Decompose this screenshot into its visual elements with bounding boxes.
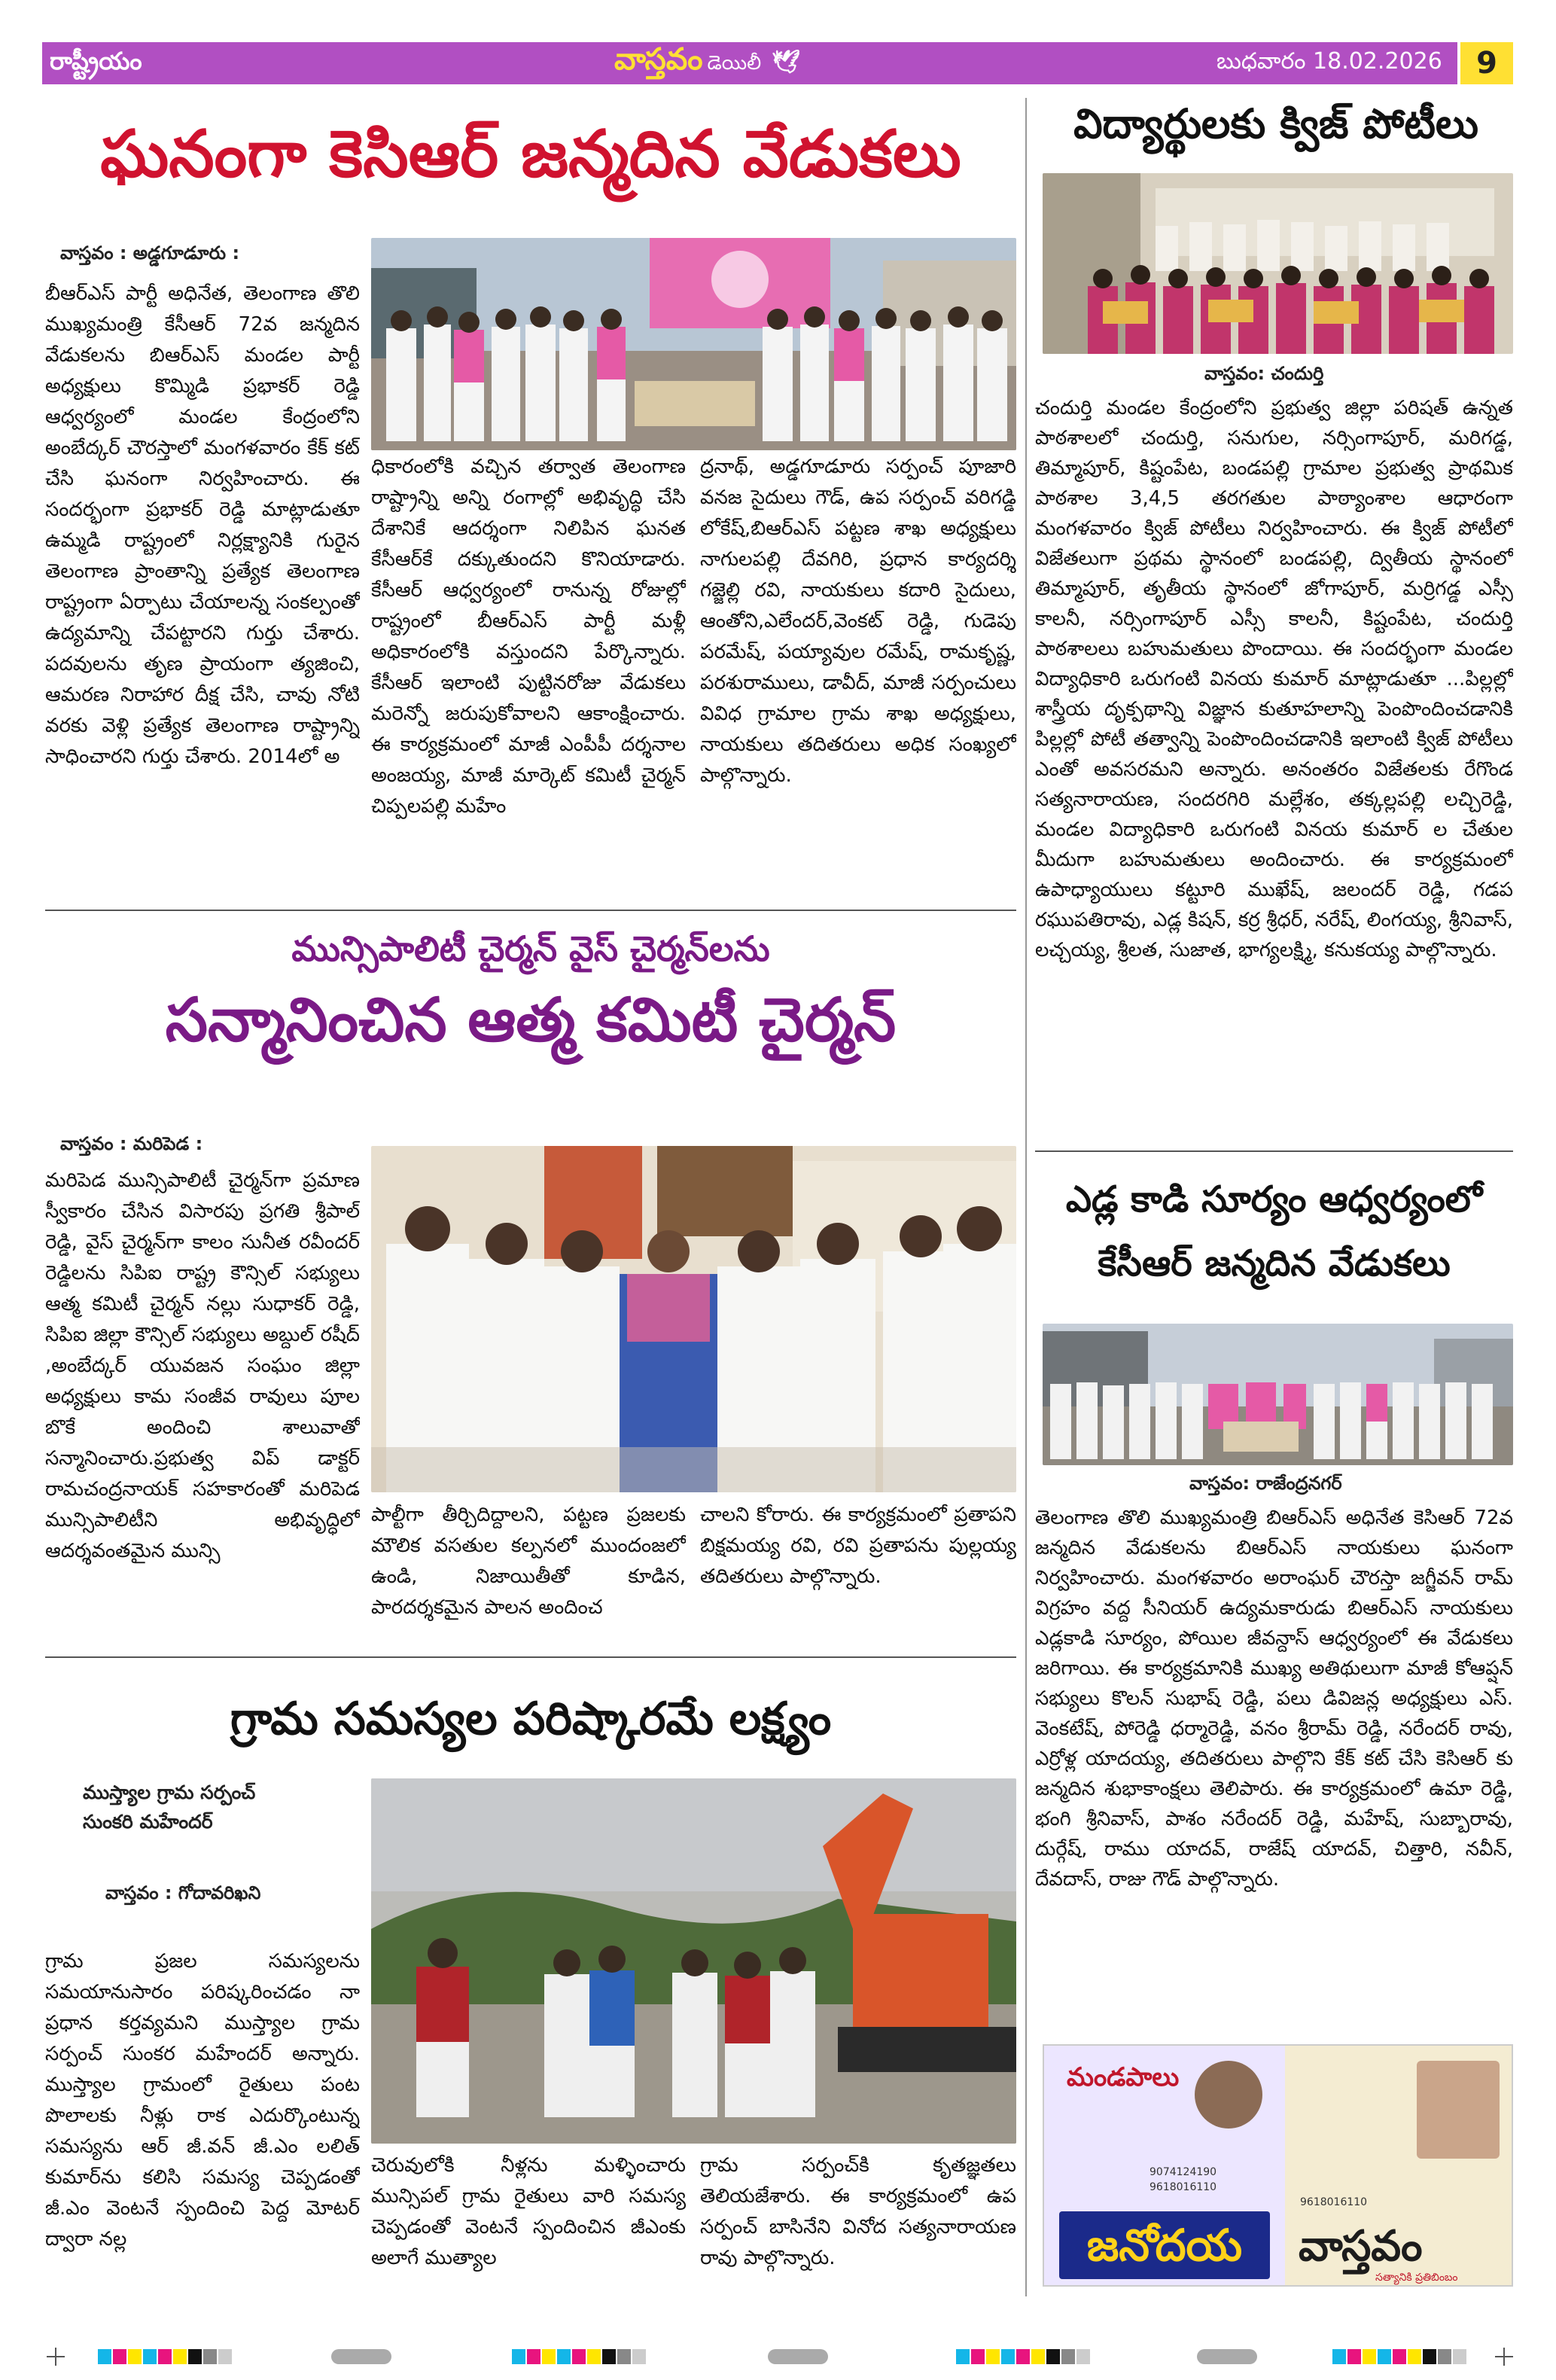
story2-body: చందుర్తి మండల కేంద్రంలోని ప్రభుత్వ జిల్లా పరిషత్ ఉన్నత పాఠశాలలో చందుర్తి, సనుగుల, నర్సింగాపూర్, మరిగడ్డ, తిమ్మాపూర్, కిష్టంపేట, బండపల్లి గ్రామాల ప్రభుత్వ ప్రాథమిక పాఠశాల 3,4,5 తరగతుల పాఠ్యాంశాల ఆధారంగా మంగళవారం క్విజ్ పోటీలు నిర్వహించారు. ఈ క్విజ్ పోటీలో విజేతలుగా ప్రథమ స్థానంలో బండపల్లి, ద్వితీయ స్థానంలో తిమ్మాపూర్, తృతీయ స్థానంలో జోగాపూర్, మర్రిగడ్డ ఎస్సీ కాలనీ, నర్సింగాపూర్ ఎస్సీ కాలనీ, కిష్టంపేట, చందుర్తి పాఠశాలలు బహుమతులు పొందాయి. ఈ సందర్భంగా మండల విద్యాధికారి ఒరుగంటి వినయ కుమార్ మాట్లాడుతూ ...పిల్లల్లో శాస్త్రీయ దృక్పథాన్ని విజ్ఞాన కుతూహలాన్ని పెంపొందించడానికి పిల్లల్లో పోటీ తత్వాన్ని పెంపొందించడానికి ఇలాంటి క్విజ్ పోటీలు ఎంతో అవసరమని అన్నారు. అనంతరం విజేతలకు రేగొండ సత్యనారాయణ, సందరగిరి మల్లేశం, తక్కల్లపల్లి లచ్చిరెడ్డి, మండల విద్యాధికారి ఒరుగంటి వినయ కుమార్ ల చేతుల మీదుగా బహుమతులు అందించారు. ఈ కార్యక్రమంలో ఉపాధ్యాయులు కట్టూరి ముఖేష్, జలందర్ రెడ్డి, గడప రఘుపతిరావు, ఎడ్ల కిషన్, కర్ర శ్రీధర్, నరేష్, లింగయ్య, శ్రీనివాస్, లచ్చయ్య, శ్రీలత, సుజాత, భాగ్యలక్ష్మి, కనుకయ్య పాల్గొన్నారు. — [1035, 397, 1513, 961]
header-bar — [42, 42, 1457, 84]
story3-col1: మరిపెడ మున్సిపాలిటీ చైర్మన్‌గా ప్రమాణ స్వీకారం చేసిన విసారపు ప్రగతి శ్రీపాల్ రెడ్డి, వైస్ చైర్మన్‌గా కాలం సునీత రవీందర్ రెడ్డిలను సిపిఐ రాష్ట్ర కౌన్సిల్ సభ్యులు ఆత్మ కమిటీ చైర్మన్ నల్లు సుధాకర్ రెడ్డి, సిపిఐ జిల్లా కౌన్సిల్ సభ్యులు అబ్దుల్ రషీద్ ,అంబేద్కర్ యువజన సంఘం జిల్లా అధ్యక్షులు కామ సంజీవ రావులు పూల బొకే అందించి శాలువాతో సన్మానించారు.ప్రభుత్వ విప్ డాక్టర్ రామచంద్రనాయక్ సహకారంతో మరిపెడ మున్సిపాలిటీని అభివృద్ధిలో ఆదర్శవంతమైన మున్సి — [45, 1169, 360, 1562]
page-number: 9 — [1460, 42, 1513, 84]
story2-photo — [1043, 173, 1513, 354]
story5-dateline: వాస్తవం : గోదావరిఖని — [105, 1882, 261, 1903]
ad-right-title: వాస్తవం — [1299, 2222, 1423, 2271]
registration-marks — [0, 2342, 1556, 2372]
ad-left-title: జనోదయ — [1086, 2220, 1243, 2271]
divider — [1035, 1150, 1513, 1152]
masthead-sub: డెయిలీ — [707, 52, 762, 75]
masthead — [614, 42, 800, 84]
story4-dateline: వాస్తవం: రాజేంద్రనగర్ — [1189, 1473, 1342, 1494]
story5-photo — [371, 1778, 1016, 2144]
section-label: రాష్ట్రీయం — [50, 47, 142, 75]
story3-photo — [371, 1146, 1016, 1492]
ad-phone-1: 9074124190 — [1149, 2166, 1217, 2178]
story1-headline: ఘనంగా కెసిఆర్ జన్మదిన వేడుకలు — [100, 117, 961, 192]
story5-headline: గ్రామ సమస్యల పరిష్కారమే లక్ష్యం — [230, 1693, 832, 1745]
story1-photo — [371, 238, 1016, 450]
story3-col3: చాలని కోరారు. ఈ కార్యక్రమంలో ప్రతాపని బిక్షమయ్య రవి, రవి ప్రతాపను పుల్లయ్య తదితరులు పాల్గొన్నారు. — [700, 1504, 1016, 1588]
story1-col2: ధికారంలోకి వచ్చిన తర్వాత తెలంగాణ రాష్ట్రాన్ని అన్ని రంగాల్లో అభివృద్ధి చేసి దేశానికే ఆదర్శంగా నిలిపిన ఘనత కేసీఆర్‌కే దక్కుతుందని కొనియాడారు. కేసీఆర్ ఆధ్వర్యంలో రానున్న రోజుల్లో రాష్ట్రంలో బీఆర్ఎస్ పార్టీ మళ్లీ అధికారంలోకి వస్తుందని పేర్కొన్నారు. కేసీఆర్ ఇలాంటి పుట్టినరోజు వేడుకలు మరెన్నో జరుపుకోవాలని ఆకాంక్షించారు. ఈ కార్యక్రమంలో మాజీ ఎంపీపీ దర్శనాల అంజయ్య, మాజీ మార్కెట్ కమిటీ చైర్మన్ చిప్పలపల్లి మహేం — [371, 456, 686, 818]
story2-headline: విద్యార్థులకు క్విజ్ పోటీలు — [1073, 100, 1478, 148]
story1-col3: ద్రనాథ్, అడ్డగూడూరు సర్పంచ్ పూజారి వనజ సైదులు గౌడ్, ఉప సర్పంచ్ వరిగడ్డి లోకేష్,బిఆర్ఎస్ పట్టణ శాఖ అధ్యక్షులు నాగులపల్లి దేవగిరి, ప్రధాన కార్యదర్శి గజ్జెల్లి రవి, నాయకులు కదారి సైదులు, ఆంతోని,ఎలేందర్,వెంకట్ రెడ్డి, గుడెపు పరమేష్, పయ్యావుల రమేష్, రామకృష్ణ, పరశురాములు, డావీద్, మాజీ సర్పంచులు వివిధ గ్రామాల గ్రామ శాఖ అధ్యక్షులు, నాయకులు తదితరులు అధిక సంఖ్యలో పాల్గొన్నారు. — [700, 456, 1016, 787]
ad-right-photo — [1417, 2061, 1500, 2159]
story1-dateline: వాస్తవం : అడ్డగూడూరు : — [60, 242, 240, 264]
story4-headline1: ఎడ్ల కాడి సూర్యం ఆధ్వర్యంలో — [1065, 1178, 1483, 1220]
divider — [45, 1656, 1016, 1658]
story1-col1: బీఆర్ఎస్ పార్టీ అధినేత, తెలంగాణ తొలి ముఖ్యమంత్రి కేసీఆర్ 72వ జన్మదిన వేడుకలను బిఆర్ఎస్ మండల పార్టీ అధ్యక్షులు కొమ్మిడి ప్రభాకర్ రెడ్డి ఆధ్వర్యంలో మండల కేంద్రంలోని అంబేద్కర్ చౌరస్తాలో మంగళవారం కేక్ కట్ చేసి ఘనంగా నిర్వహించారు. ఈ సందర్భంగా ప్రభాకర్ రెడ్డి మాట్లాడుతూ ఉమ్మడి రాష్ట్రంలో నిర్లక్ష్యానికి గురైన తెలంగాణ ప్రాంతాన్ని ప్రత్యేక తెలంగాణ రాష్ట్రంగా ఏర్పాటు చేయాలన్న సంకల్పంతో ఉద్యమాన్ని చేపట్టారని గుర్తు చేశారు. పదవులను తృణ ప్రాయంగా త్యజించి, ఆమరణ నిరాహార దీక్ష చేసి, చావు నోటి వరకు వెళ్లి ప్రత్యేక తెలంగాణ రాష్ట్రాన్ని సాధించారని గుర్తు చేశారు. 2014లో అ — [45, 282, 360, 768]
ad-left-logo — [1059, 2211, 1270, 2279]
column-divider — [1025, 98, 1027, 2296]
ad-left-panel — [1044, 2046, 1285, 2287]
masthead-title: వాస్తవం — [614, 42, 703, 77]
story5-col1: గ్రామ ప్రజల సమస్యలను సమయానుసారం పరిష్కరించడం నా ప్రధాన కర్తవ్యమని ముస్త్యాల గ్రామ సర్పంచ్ సుంకర మహేందర్ అన్నారు. ముస్త్యాల గ్రామంలో రైతులు పంట పొలాలకు నీళ్లు రాక ఎదుర్కొంటున్న సమస్యను ఆర్ జీ.వన్ జీ.ఎం లలిత్ కుమార్‌ను కలిసి సమస్య చెప్పడంతో జీ.ఎం వెంటనే స్పందించి పెద్ద మోటర్ ద్వారా నల్ల — [45, 1950, 360, 2250]
story3-kicker: మున్సిపాలిటీ చైర్మన్ వైస్ చైర్మన్‌లను — [291, 928, 770, 969]
story3-dateline: వాస్తవం : మరిపెడ : — [60, 1133, 203, 1154]
story4-body: తెలంగాణ తొలి ముఖ్యమంత్రి బిఆర్ఎస్ అధినేత కెసిఆర్ 72వ జన్మదిన వేడుకలను బిఆర్ఎస్ నాయకులు ఘనంగా నిర్వహించారు. మంగళవారం అరాంఘర్ చౌరస్తా జగ్జీవన్ రామ్ విగ్రహం వద్ద సీనియర్ ఉద్యమకారుడు బిఆర్ఎస్ నాయకులు ఎడ్లకాడి సూర్యం, పోయిల జీవన్దాస్ ఆధ్వర్యంలో ఈ వేడుకలు జరిగాయి. ఈ కార్యక్రమానికి ముఖ్య అతిథులుగా మాజీ కోఆప్షన్ సభ్యులు కొలన్ సుభాష్ రెడ్డి, పలు డివిజన్ల అధ్యక్షులు ఎస్. వెంకటేష్, పోరెడ్డి ధర్మారెడ్డి, వనం శ్రీరామ్ రెడ్డి, నరేందర్ రావు, ఎర్రోళ్ల యాదయ్య, తదితరులు పాల్గొని కేక్ కట్ చేసి కెసిఆర్ కు జన్మదిన శుభాకాంక్షలు తెలిపారు. ఈ కార్యక్రమంలో ఉమా రెడ్డి, భంగి శ్రీనివాస్, పాశం నరేందర్ రెడ్డి, మహేష్, సుబ్బారావు, దుర్గేష్, రాము యాదవ్, రాజేష్ యాదవ్, చిత్తారి, నవీన్, దేవదాస్, రాజు గౌడ్ పాల్గొన్నారు. — [1035, 1507, 1513, 1891]
ad-phone-2: 9618016110 — [1149, 2181, 1217, 2193]
story2-dateline: వాస్తవం: చందుర్తి — [1204, 363, 1324, 384]
story4-photo — [1043, 1324, 1513, 1465]
story4-headline2: కేసీఆర్ జన్మదిన వేడుకలు — [1098, 1242, 1451, 1284]
story5-byline1: ముస్త్యాల గ్రామ సర్పంచ్ — [83, 1781, 256, 1803]
story5-col2: చెరువులోకి నీళ్లను మళ్ళించారు మున్సిపల్ గ్రామ రైతులు వారి సమస్య చెప్పడంతో వెంటనే స్పందించిన జీఎంకు అలాగే ముత్యాల — [371, 2154, 686, 2269]
ad-right-panel — [1285, 2046, 1513, 2287]
story3-col2: పాల్టీగా తీర్చిదిద్దాలని, పట్టణ ప్రజలకు మౌలిక వసతుల కల్పనలో ముందంజలో ఉండి, నిజాయితీతో కూడిన, పారదర్శకమైన పాలన అందించ — [371, 1504, 686, 1619]
story3-headline: సన్మానించిన ఆత్మ కమిటీ చైర్మన్ — [165, 985, 897, 1055]
ad-right-phone: 9618016110 — [1300, 2196, 1368, 2208]
ad-right-tagline: సత్యానికి ప్రతిబింబం — [1375, 2272, 1458, 2284]
advertisement — [1043, 2044, 1513, 2287]
ad-left-kicker: మండపాలు — [1067, 2062, 1180, 2092]
story5-byline2: సుంకరి మహేందర్ — [83, 1811, 213, 1833]
divider — [45, 910, 1016, 911]
ad-left-photo — [1195, 2061, 1262, 2129]
issue-date: బుధవారం 18.02.2026 — [1216, 48, 1442, 75]
bird-icon: 🕊 — [772, 49, 801, 75]
story5-col3: గ్రామ సర్పంచ్‌కి కృతజ్ఞతలు తెలియజేశారు. ఈ కార్యక్రమంలో ఉప సర్పంచ్ బాసినేని వినోద సత్యనారాయణ రావు పాల్గొన్నారు. — [700, 2154, 1016, 2269]
